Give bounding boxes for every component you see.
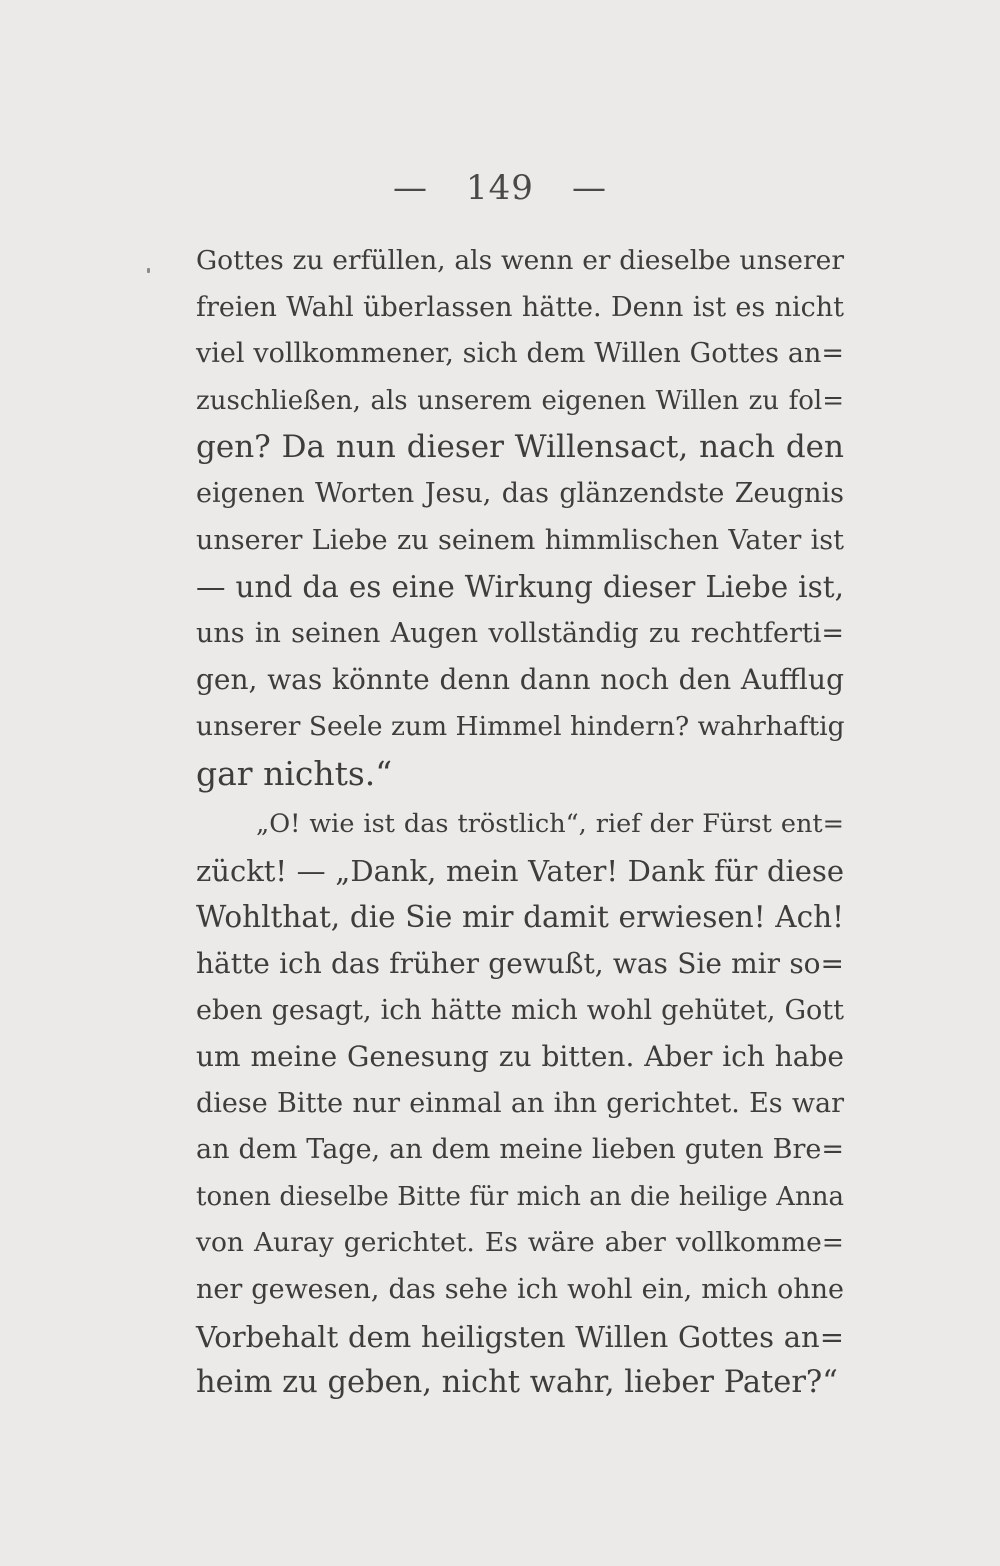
text-line: „O! wie ist das tröstlich“, rief der Fürst ent= bbox=[256, 809, 844, 840]
text-line: an dem Tage, an dem meine lieben guten Bre= bbox=[196, 1134, 844, 1166]
text-line: zückt! — „Dank, mein Vater! Dank für diese bbox=[196, 853, 844, 888]
text-line: Wohlthat, die Sie mir damit erwiesen! Ach! bbox=[196, 900, 844, 935]
header-dash-left: — bbox=[393, 168, 429, 208]
text-line: eben gesagt, ich hätte mich wohl gehütet, Gott bbox=[196, 994, 844, 1026]
page-number: 149 bbox=[466, 168, 534, 208]
text-line: gar nichts.“ bbox=[196, 753, 393, 793]
text-line: um meine Genesung zu bitten. Aber ich habe bbox=[196, 1040, 844, 1074]
body-text bbox=[196, 238, 844, 1407]
text-line: ner gewesen, das sehe ich wohl ein, mich ohne bbox=[196, 1274, 844, 1306]
text-line: freien Wahl überlassen hätte. Denn ist es nicht bbox=[196, 291, 844, 323]
text-line: unserer Seele zum Himmel hindern? wahrhaftig bbox=[196, 710, 845, 742]
text-line: hätte ich das früher gewußt, was Sie mir so= bbox=[196, 946, 844, 980]
text-line: viel vollkommener, sich dem Willen Gottes an= bbox=[196, 338, 844, 370]
text-line: heim zu geben, nicht wahr, lieber Pater?“ bbox=[196, 1365, 838, 1401]
text-line: zuschließen, als unserem eigenen Willen zu fol= bbox=[196, 385, 844, 416]
paragraph-2 bbox=[196, 801, 844, 1407]
text-line: gen? Da nun dieser Willensact, nach den bbox=[196, 429, 844, 466]
text-line: eigenen Worten Jesu, das glänzendste Zeugnis bbox=[196, 477, 844, 509]
paragraph-1 bbox=[196, 238, 844, 797]
paper-speck bbox=[147, 268, 150, 273]
text-line: unserer Liebe zu seinem himmlischen Vater ist bbox=[196, 524, 844, 556]
text-line: Vorbehalt dem heiligsten Willen Gottes an= bbox=[196, 1319, 844, 1354]
text-line: tonen dieselbe Bitte für mich an die heilige Anna bbox=[196, 1181, 844, 1212]
text-line: — und da es eine Wirkung dieser Liebe ist, bbox=[196, 570, 844, 605]
text-line: diese Bitte nur einmal an ihn gerichtet. Es war bbox=[196, 1087, 844, 1119]
text-line: von Auray gerichtet. Es wäre aber vollkomme= bbox=[196, 1227, 844, 1259]
header-dash-right: — bbox=[571, 168, 607, 208]
text-line: Gottes zu erfüllen, als wenn er dieselbe unserer bbox=[196, 245, 844, 276]
text-line: gen, was könnte denn dann noch den Aufflug bbox=[196, 663, 844, 697]
text-line: uns in seinen Augen vollständig zu rechtferti= bbox=[196, 617, 844, 649]
page-header bbox=[0, 168, 1000, 208]
